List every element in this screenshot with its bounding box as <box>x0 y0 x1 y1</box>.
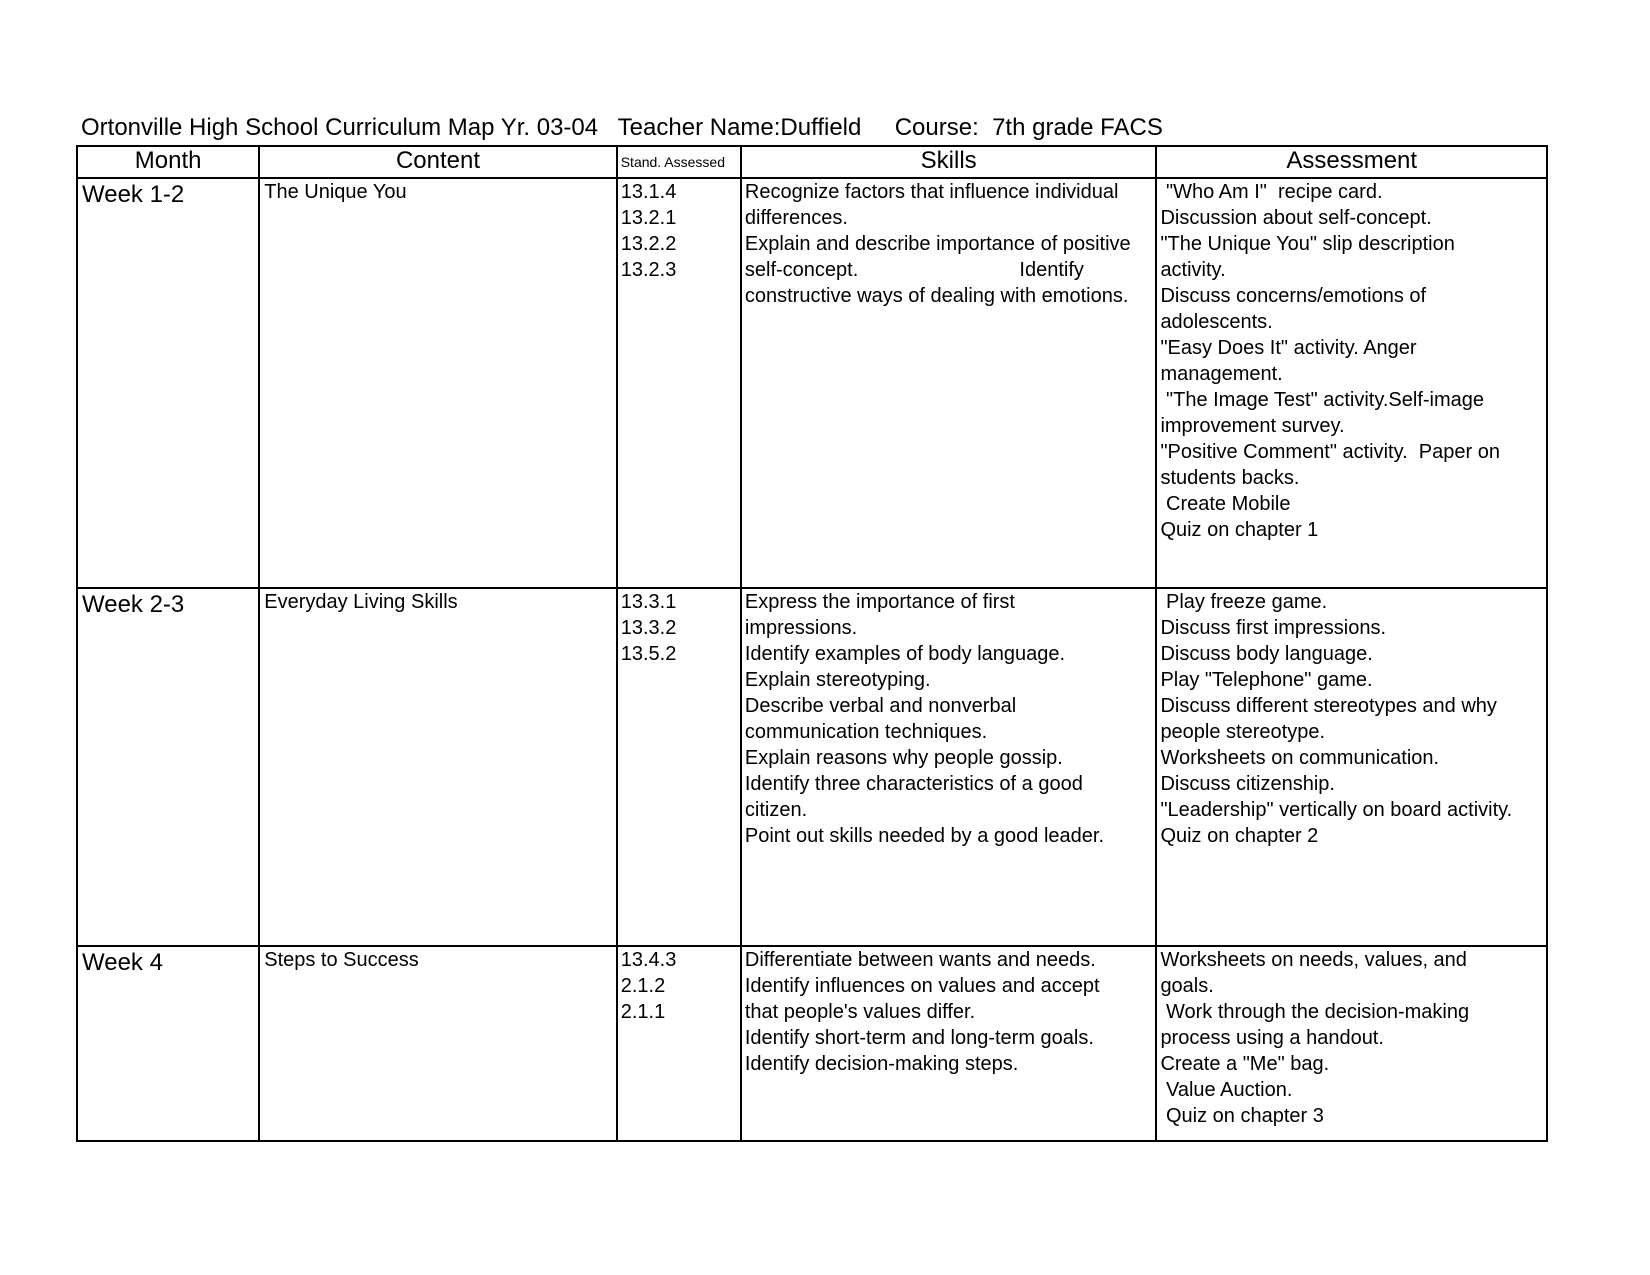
assessment-line: management. <box>1160 363 1283 385</box>
header-standards-assessed: Stand. Assessed <box>617 146 741 178</box>
skills-line: Explain stereotyping. <box>744 669 931 691</box>
header-skills: Skills <box>741 146 1157 178</box>
week-cell: Week 1-2 <box>77 178 259 588</box>
standards-line: 13.2.1 <box>620 207 677 229</box>
assessment-line: Quiz on chapter 3 <box>1160 1105 1324 1127</box>
skills-line: self-concept. Identify <box>744 259 1084 281</box>
skills-line: Identify decision-making steps. <box>744 1053 1019 1075</box>
week-cell: Week 2-3 <box>77 588 259 946</box>
assessment-line: activity. <box>1160 259 1226 281</box>
skills-line: Differentiate between wants and needs. <box>744 949 1096 971</box>
skills-cell <box>741 178 1157 588</box>
assessment-line: "The Image Test" activity.Self-image <box>1160 389 1485 411</box>
standards-line: 13.1.4 <box>620 181 677 203</box>
assessment-line: Play "Telephone" game. <box>1160 669 1373 691</box>
week-cell: Week 4 <box>77 946 259 1141</box>
assessment-cell <box>1156 178 1547 588</box>
content-cell: The Unique You <box>259 178 616 588</box>
assessment-line: Work through the decision-making <box>1160 1001 1470 1023</box>
table-row <box>77 588 1547 946</box>
header-row <box>77 146 1547 178</box>
assessment-line: Create a "Me" bag. <box>1160 1053 1330 1075</box>
assessment-line: Play freeze game. <box>1160 591 1328 613</box>
assessment-line: Worksheets on communication. <box>1160 747 1440 769</box>
standards-line: 2.1.1 <box>620 1001 666 1023</box>
standards-cell <box>617 946 741 1141</box>
assessment-line: people stereotype. <box>1160 721 1325 743</box>
header-content: Content <box>259 146 616 178</box>
assessment-line: Discuss different stereotypes and why <box>1160 695 1497 717</box>
skills-cell <box>741 946 1157 1141</box>
skills-line: that people's values differ. <box>744 1001 976 1023</box>
skills-line: Explain and describe importance of positive <box>744 233 1131 255</box>
standards-line: 13.2.3 <box>620 259 677 281</box>
assessment-line: Quiz on chapter 1 <box>1160 519 1319 541</box>
assessment-line: Value Auction. <box>1160 1079 1293 1101</box>
standards-line: 13.3.1 <box>620 591 677 613</box>
header-month: Month <box>77 146 259 178</box>
assessment-line: improvement survey. <box>1160 415 1345 437</box>
skills-line: Describe verbal and nonverbal <box>744 695 1017 717</box>
skills-line: citizen. <box>744 799 808 821</box>
assessment-line: Discuss concerns/emotions of <box>1160 285 1427 307</box>
curriculum-map-table <box>76 145 1548 1142</box>
assessment-line: adolescents. <box>1160 311 1273 333</box>
assessment-cell <box>1156 946 1547 1141</box>
standards-line: 13.4.3 <box>620 949 677 971</box>
standards-line: 2.1.2 <box>620 975 666 997</box>
skills-line: Recognize factors that influence individual <box>744 181 1119 203</box>
assessment-line: Discuss citizenship. <box>1160 773 1335 795</box>
assessment-line: "The Unique You" slip description <box>1160 233 1455 255</box>
skills-line: communication techniques. <box>744 721 988 743</box>
header-assessment: Assessment <box>1156 146 1547 178</box>
skills-cell <box>741 588 1157 946</box>
skills-line: Explain reasons why people gossip. <box>744 747 1063 769</box>
skills-line: impressions. <box>744 617 858 639</box>
assessment-line: process using a handout. <box>1160 1027 1384 1049</box>
standards-line: 13.5.2 <box>620 643 677 665</box>
assessment-line: Create Mobile <box>1160 493 1291 515</box>
skills-line: Identify three characteristics of a good <box>744 773 1083 795</box>
assessment-line: Discuss first impressions. <box>1160 617 1387 639</box>
content-cell: Everyday Living Skills <box>259 588 616 946</box>
standards-line: 13.3.2 <box>620 617 677 639</box>
assessment-line: Quiz on chapter 2 <box>1160 825 1319 847</box>
assessment-line: "Positive Comment" activity. Paper on <box>1160 441 1500 463</box>
table-row <box>77 178 1547 588</box>
skills-line: differences. <box>744 207 848 229</box>
page-title: Ortonville High School Curriculum Map Yr. 03-04 Teacher Name:Duffield Course: 7th grade FACS <box>81 114 1163 141</box>
skills-line: Identify short-term and long-term goals. <box>744 1027 1094 1049</box>
standards-cell <box>617 588 741 946</box>
assessment-line: "Who Am I" recipe card. <box>1160 181 1383 203</box>
skills-line: constructive ways of dealing with emotions. <box>744 285 1129 307</box>
assessment-line: "Easy Does It" activity. Anger <box>1160 337 1417 359</box>
table-row <box>77 946 1547 1141</box>
skills-line: Point out skills needed by a good leader. <box>744 825 1105 847</box>
skills-line: Identify examples of body language. <box>744 643 1066 665</box>
skills-line: Identify influences on values and accept <box>744 975 1100 997</box>
content-cell: Steps to Success <box>259 946 616 1141</box>
table-body <box>77 178 1547 1141</box>
assessment-line: goals. <box>1160 975 1214 997</box>
assessment-line: Discussion about self-concept. <box>1160 207 1432 229</box>
standards-line: 13.2.2 <box>620 233 677 255</box>
assessment-cell <box>1156 588 1547 946</box>
standards-cell <box>617 178 741 588</box>
assessment-line: "Leadership" vertically on board activity. <box>1160 799 1513 821</box>
skills-line: Express the importance of first <box>744 591 1015 613</box>
assessment-line: Worksheets on needs, values, and <box>1160 949 1467 971</box>
assessment-line: Discuss body language. <box>1160 643 1373 665</box>
assessment-line: students backs. <box>1160 467 1300 489</box>
